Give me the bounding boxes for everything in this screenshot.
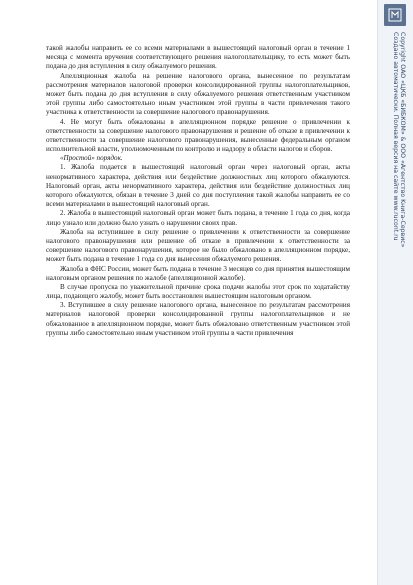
watermark-line: Copyright ОАО «ЦКБ «БИБКОМ» & ООО «Aгентство Kнига-Cервис» [399,32,406,248]
paragraph: 1. Жалоба подается в вышестоящий налоговый орган через налоговый орган, акты ненормативного характера, действия или бездействие должностных лиц которого обжалуются. Налоговый орган, акты ненормативного характера, действия или бездействие должностных лиц которого обжалуются, обязан в течение 3 дней со дня поступления такой жалобы направить ее со всеми материалами в вышестоящий налоговый орган. [46,163,350,209]
paragraph: 2. Жалоба в вышестоящий налоговый орган может быть подана, в течение 1 года со дня, когда лицо узнало или должно было узнать о нарушении своих прав. [46,209,350,227]
paragraph: Апелляционная жалоба на решение налогового органа, вынесенное по результатам рассмотрения материалов налоговой проверки консолидированной группы налогоплательщиков, может быть подана до дня вступления в силу обжалуемого решения ответственным участником этой группы либо самостоятельно иным участником этой группы в части привлечения такого участника к ответственности за совершение налогового правонарушения. [46,71,350,117]
paragraph: такой жалобы направить ее со всеми материалами в вышестоящий налоговый орган в течение 1 месяца с момента вручения соответствующего решения налогоплательщику, то есть может быть подана до дня вступления в силу обжалуемого решения. [46,44,350,71]
paragraph: В случае пропуска по уважительной причине срока подачи жалобы этот срок по ходатайству лица, подающего жалобу, может быть восстановлен вышестоящим налоговым органом. [46,282,350,301]
logo-icon [388,8,402,22]
paragraph: 4. Не могут быть обжалованы в апелляционном порядке решение о привлечении к ответственности за совершение налогового правонарушения и решение об отказе в привлечении к ответственности за совершение налогового правонарушения, вынесенные федеральным органом исполнительной власти, уполномоченным по контролю и надзору в области налогов и сборов. [46,117,350,154]
document-body [46,44,350,338]
section-heading: «Простой» порядок. [60,154,123,163]
watermark-sidebar [377,0,413,585]
paragraph: Жалоба в ФНС России, может быть подана в течение 3 месяцев со дня принятия вышестоящим налоговым органом решения по жалобе (апелляционной жалобе). [46,264,350,282]
paragraph: 3. Вступившее в силу решение налогового органа, вынесенное по результатам рассмотрения материалов налоговой проверки консолидированной группы налогоплательщиков и не обжалованное в апелляционном порядке, может быть обжаловано ответственным участником этой группы либо самостоятельно иным участником этой группы в части привлечения [46,301,350,337]
watermark-text [384,32,406,572]
watermark-line: Создано автоматически. Полная версия на сайте www.rucont.ru [392,32,399,241]
paragraph: Жалоба на вступившее в силу решение о привлечении к ответственности за совершение налогового правонарушения или решение об отказе в привлечении к ответственности за совершение налогового правонарушения, которое не было обжаловано в апелляционном порядке, может быть подана в течение 1 года со дня вынесения обжалуемого решения. [46,227,350,264]
publisher-logo [384,4,406,26]
